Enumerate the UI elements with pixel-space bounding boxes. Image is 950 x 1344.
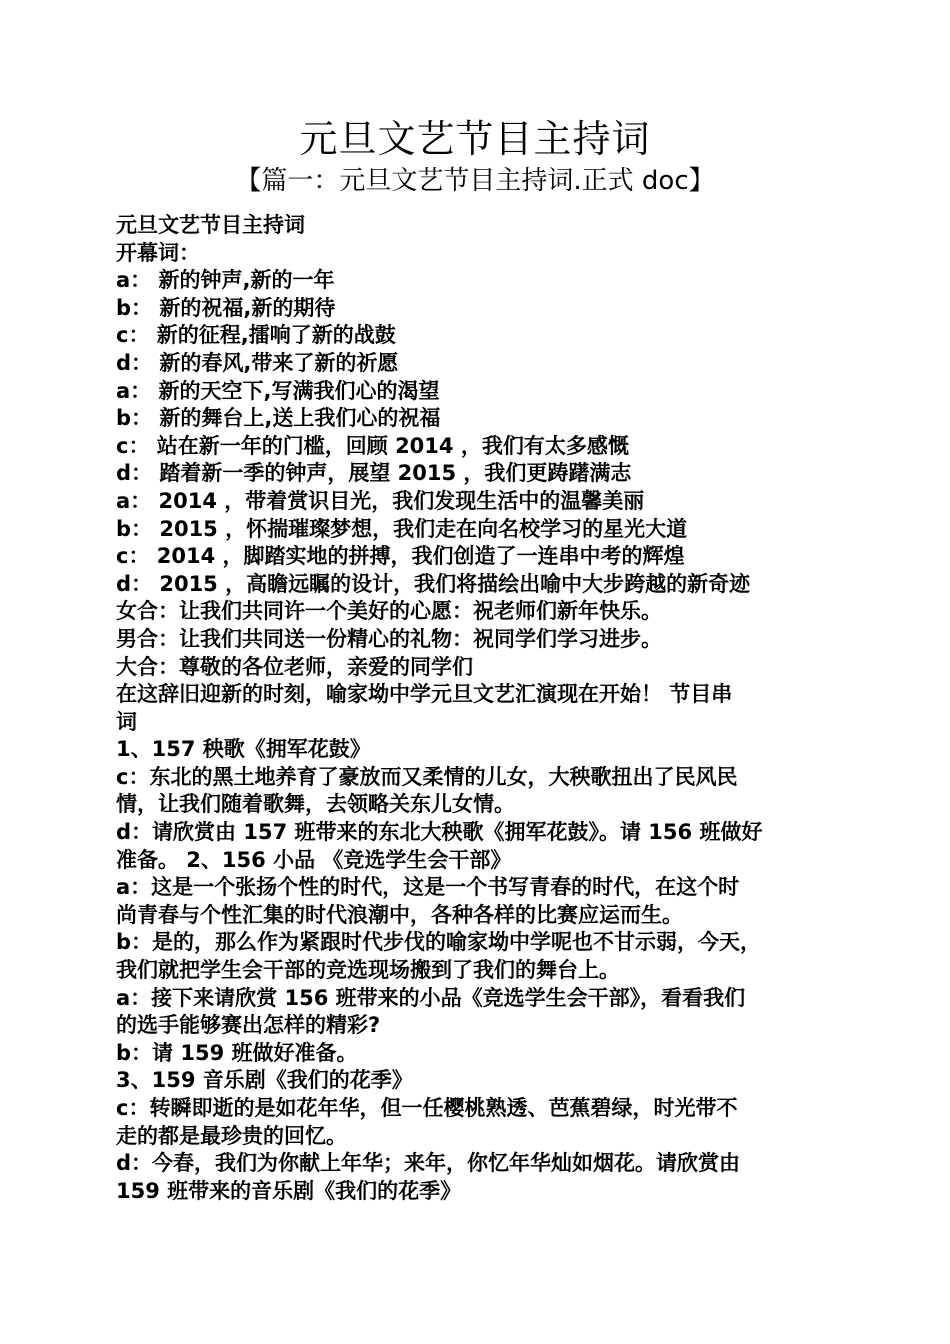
document-title: 元旦文艺节目主持词	[299, 117, 651, 161]
text-line: d：今春，我们为你献上年华；来年，你忆年华灿如烟花。请欣赏由	[116, 1151, 741, 1176]
text-line: 我们就把学生会干部的竞选现场搬到了我们的舞台上。	[116, 958, 620, 983]
document-subtitle: 【篇一：元旦文艺节目主持词.正式 doc】	[235, 166, 715, 196]
text-line: c： 站在新一年的门槛，回顾 2014 ，我们有太多感慨	[116, 433, 629, 458]
text-line: 159 班带来的音乐剧《我们的花季》	[116, 1178, 462, 1203]
text-line: d： 新的春风,带来了新的祈愿	[116, 350, 399, 375]
text-line: 准备。 2、156 小品 《竞选学生会干部》	[116, 847, 512, 872]
text-line: 尚青春与个性汇集的时代浪潮中，各种各样的比赛应运而生。	[116, 902, 683, 927]
text-line: 情，让我们随着歌舞，去领略关东儿女情。	[116, 792, 515, 817]
text-line: 在这辞旧迎新的时刻，喻家坳中学元旦文艺汇演现在开始！ 节目串	[116, 682, 733, 707]
text-line: 元旦文艺节目主持词	[116, 213, 305, 237]
text-line: 大合：尊敬的各位老师，亲爱的同学们	[116, 654, 473, 679]
text-line: c：转瞬即逝的是如花年华，但一任樱桃熟透、芭蕉碧绿，时光带不	[116, 1096, 738, 1120]
text-line: 1、157 秧歌《拥军花鼓》	[116, 737, 371, 762]
text-line: c： 2014 ，脚踏实地的拼搏，我们创造了一连串中考的辉煌	[116, 544, 685, 569]
text-line: 女合：让我们共同许一个美好的心愿：祝老师们新年快乐。	[116, 599, 662, 624]
text-line: a： 新的天空下,写满我们心的渴望	[116, 378, 440, 403]
text-line: a：这是一个张扬个性的时代，这是一个书写青春的时代，在这个时	[116, 875, 740, 900]
text-line: b： 新的舞台上,送上我们心的祝福	[116, 406, 441, 431]
text-line: b： 2015 ，怀揣璀璨梦想，我们走在向名校学习的星光大道	[116, 516, 688, 541]
text-line: 的选手能够赛出怎样的精彩?	[116, 1013, 381, 1038]
text-line: a： 新的钟声,新的一年	[116, 268, 335, 293]
text-line: b：是的，那么作为紧跟时代步伐的喻家坳中学呢也不甘示弱，今天，	[116, 930, 762, 955]
text-line: 男合：让我们共同送一份精心的礼物：祝同学们学习进步。	[116, 626, 662, 651]
text-line: 3、159 音乐剧《我们的花季》	[116, 1068, 413, 1093]
text-line: a： 2014 ，带着赏识目光，我们发现生活中的温馨美丽	[116, 488, 645, 513]
text-line: 词	[116, 709, 137, 734]
text-line: c： 新的征程,擂响了新的战鼓	[116, 323, 396, 348]
text-line: a：接下来请欣赏 156 班带来的小品《竞选学生会干部》，看看我们	[116, 985, 746, 1010]
text-line: c：东北的黑土地养育了豪放而又柔情的儿女，大秧歌扭出了民风民	[116, 764, 738, 789]
text-line: d： 踏着新一季的钟声，展望 2015 ，我们更踌躇满志	[116, 461, 632, 486]
text-line: d：请欣赏由 157 班带来的东北大秧歌《拥军花鼓》。请 156 班做好	[116, 820, 763, 845]
text-line: 开幕词：	[116, 240, 200, 265]
text-line: d： 2015 ，高瞻远瞩的设计，我们将描绘出喻中大步跨越的新奇迹	[116, 571, 751, 596]
text-line: b：请 159 班做好准备。	[116, 1040, 358, 1065]
text-line: 走的都是最珍贵的回忆。	[116, 1123, 347, 1148]
document-body	[116, 212, 842, 1205]
text-line: b： 新的祝福,新的期待	[116, 295, 336, 320]
